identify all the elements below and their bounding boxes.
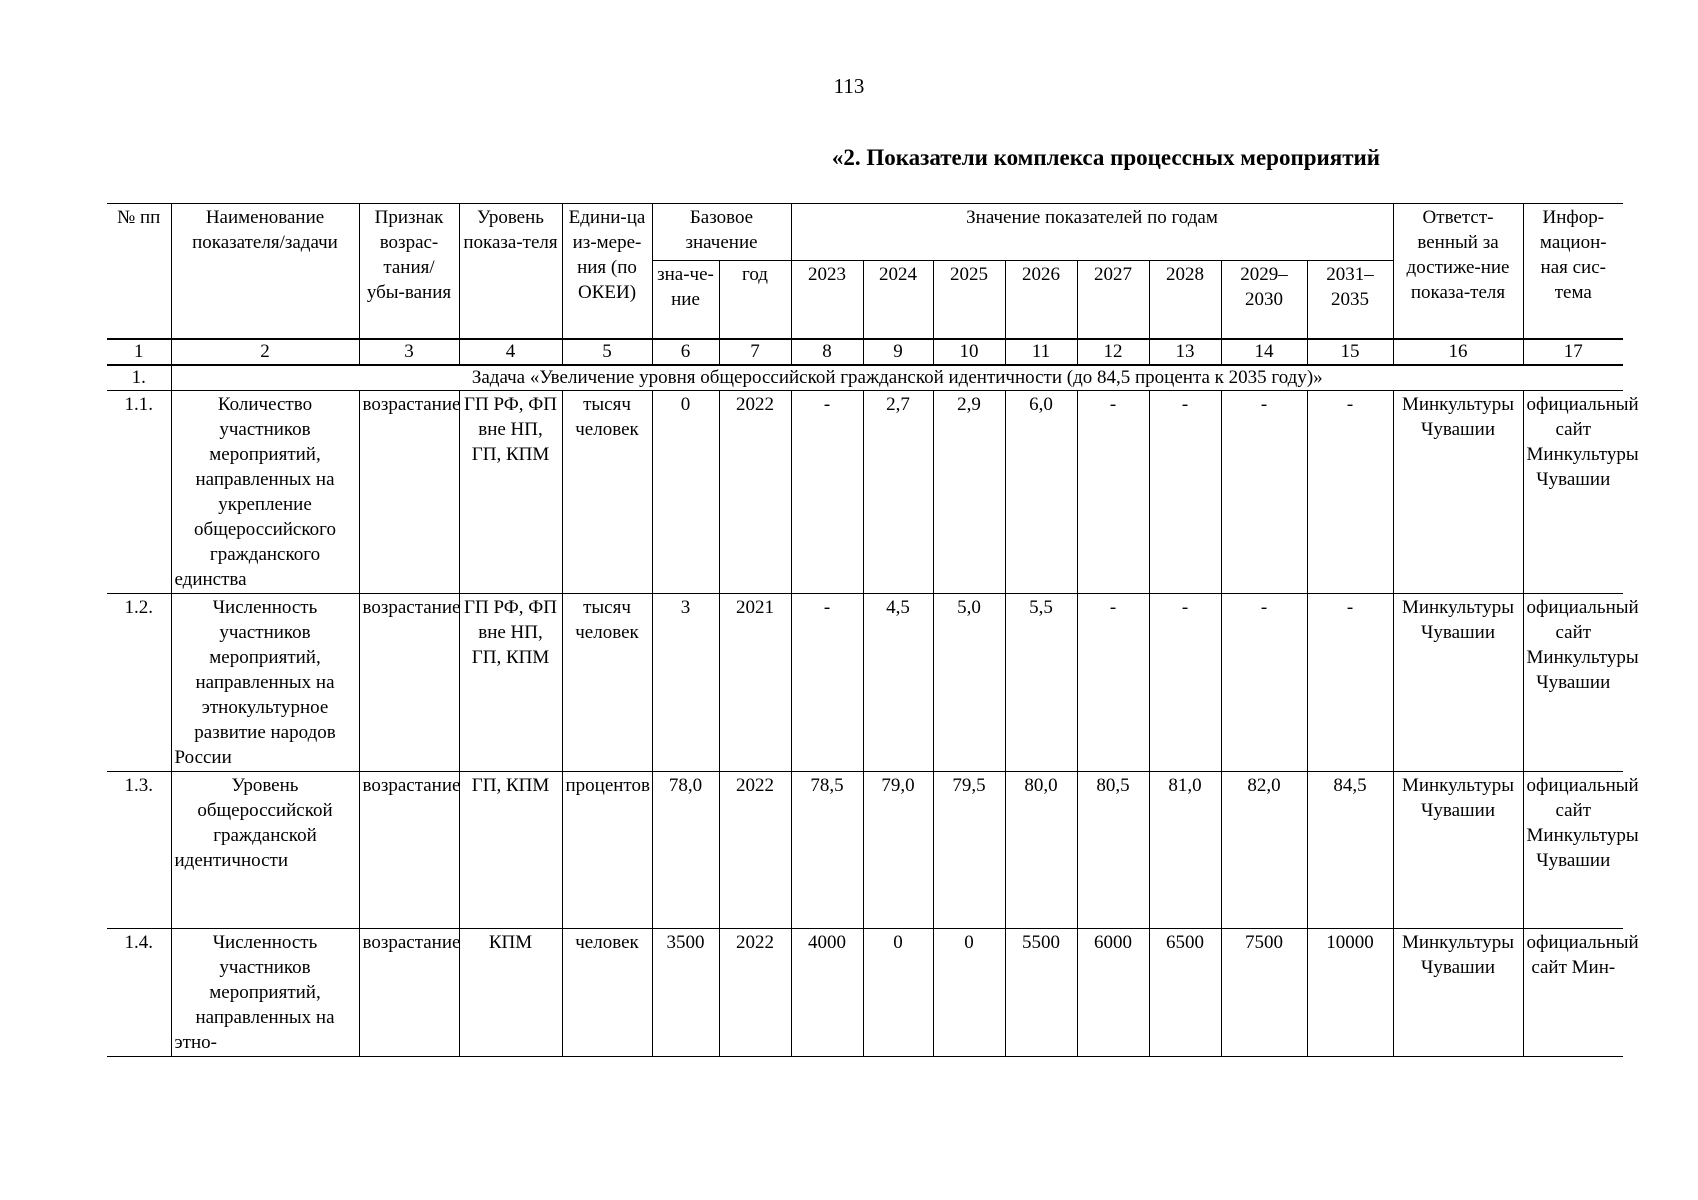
header-year: 2025 xyxy=(933,261,1005,340)
year-value-cell: - xyxy=(791,594,863,772)
year-value-cell: 5,0 xyxy=(933,594,1005,772)
year-value-cell: 78,5 xyxy=(791,772,863,929)
responsible-cell: Минкультуры Чувашии xyxy=(1393,772,1523,929)
column-numbers-row xyxy=(107,339,1623,365)
base-year-cell: 2022 xyxy=(719,929,791,1057)
column-number: 16 xyxy=(1393,339,1523,365)
header-row-1 xyxy=(107,204,1623,261)
info-system-cell: официальный сайт Минкультуры Чувашии xyxy=(1523,594,1623,772)
level-cell: ГП РФ, ФП вне НП, ГП, КПМ xyxy=(459,391,562,594)
header-year: 2026 xyxy=(1005,261,1077,340)
task-text: Задача «Увеличение уровня общероссийской гражданской идентичности (до 84,5 процента к 2035 году)» xyxy=(171,365,1623,391)
responsible-cell: Минкультуры Чувашии xyxy=(1393,594,1523,772)
base-value-cell: 0 xyxy=(652,391,719,594)
header-year: 2028 xyxy=(1149,261,1221,340)
column-number: 7 xyxy=(719,339,791,365)
column-number: 12 xyxy=(1077,339,1149,365)
year-value-cell: 6000 xyxy=(1077,929,1149,1057)
section-title: «2. Показатели комплекса процессных мероприятий xyxy=(831,145,1380,170)
page-number: 113 xyxy=(833,74,865,98)
header-trend: Признак возрас-тания/ убы-вания xyxy=(359,204,459,340)
table-row xyxy=(107,772,1623,929)
table-row xyxy=(107,391,1623,594)
base-value-cell: 3 xyxy=(652,594,719,772)
indicator-name: Численность участников мероприятий, направленных на этно- xyxy=(171,929,359,1057)
year-value-cell: 79,5 xyxy=(933,772,1005,929)
year-value-cell: 7500 xyxy=(1221,929,1307,1057)
responsible-cell: Минкультуры Чувашии xyxy=(1393,391,1523,594)
info-system-cell: официальный сайт Минкультуры Чувашии xyxy=(1523,391,1623,594)
row-number: 1.2. xyxy=(107,594,171,772)
task-number: 1. xyxy=(107,365,171,391)
year-value-cell: 4,5 xyxy=(863,594,933,772)
header-years-group: Значение показателей по годам xyxy=(791,204,1393,261)
header-base-year: год xyxy=(719,261,791,340)
table-row xyxy=(107,594,1623,772)
base-value-cell: 3500 xyxy=(652,929,719,1057)
year-value-cell: 0 xyxy=(863,929,933,1057)
column-number: 4 xyxy=(459,339,562,365)
column-number: 10 xyxy=(933,339,1005,365)
year-value-cell: 84,5 xyxy=(1307,772,1393,929)
column-number: 15 xyxy=(1307,339,1393,365)
year-value-cell: 4000 xyxy=(791,929,863,1057)
header-year: 2023 xyxy=(791,261,863,340)
trend-cell: возрастание xyxy=(359,772,459,929)
year-value-cell: 10000 xyxy=(1307,929,1393,1057)
header-base: Базовое значение xyxy=(652,204,791,261)
column-number: 1 xyxy=(107,339,171,365)
trend-cell: возрастание xyxy=(359,929,459,1057)
year-value-cell: - xyxy=(791,391,863,594)
indicators-table xyxy=(107,203,1639,1057)
header-responsible: Ответст-венный за достиже-ние показа-теля xyxy=(1393,204,1523,340)
year-value-cell: 81,0 xyxy=(1149,772,1221,929)
unit-cell: человек xyxy=(562,929,652,1057)
column-number: 6 xyxy=(652,339,719,365)
unit-cell: тысяч человек xyxy=(562,594,652,772)
year-value-cell: 80,0 xyxy=(1005,772,1077,929)
header-year: 2029–2030 xyxy=(1221,261,1307,340)
header-unit: Едини-ца из-мере-ния (по ОКЕИ) xyxy=(562,204,652,340)
year-value-cell: 0 xyxy=(933,929,1005,1057)
year-value-cell: - xyxy=(1307,594,1393,772)
header-year: 2031–2035 xyxy=(1307,261,1393,340)
header-year: 2024 xyxy=(863,261,933,340)
year-value-cell: 82,0 xyxy=(1221,772,1307,929)
base-value-cell: 78,0 xyxy=(652,772,719,929)
year-value-cell: - xyxy=(1149,594,1221,772)
base-year-cell: 2022 xyxy=(719,772,791,929)
year-value-cell: - xyxy=(1221,594,1307,772)
header-name: Наименование показателя/задачи xyxy=(171,204,359,340)
year-value-cell: - xyxy=(1307,391,1393,594)
year-value-cell: 5500 xyxy=(1005,929,1077,1057)
column-number: 11 xyxy=(1005,339,1077,365)
header-base-value: зна-че-ние xyxy=(652,261,719,340)
row-number: 1.4. xyxy=(107,929,171,1057)
year-value-cell: - xyxy=(1221,391,1307,594)
unit-cell: процентов xyxy=(562,772,652,929)
year-value-cell: 2,7 xyxy=(863,391,933,594)
year-value-cell: - xyxy=(1149,391,1221,594)
indicator-name: Количество участников мероприятий, направленных на укрепление общероссийского гражданского единства xyxy=(171,391,359,594)
column-number: 3 xyxy=(359,339,459,365)
level-cell: ГП РФ, ФП вне НП, ГП, КПМ xyxy=(459,594,562,772)
base-year-cell: 2022 xyxy=(719,391,791,594)
indicator-name: Численность участников мероприятий, направленных на этнокультурное развитие народов России xyxy=(171,594,359,772)
column-number: 8 xyxy=(791,339,863,365)
header-num: № пп xyxy=(107,204,171,340)
column-number: 14 xyxy=(1221,339,1307,365)
indicator-name: Уровень общероссийской гражданской идентичности xyxy=(171,772,359,929)
trend-cell: возрастание xyxy=(359,391,459,594)
table-row xyxy=(107,929,1623,1057)
row-number: 1.3. xyxy=(107,772,171,929)
info-system-cell: официальный сайт Мин- xyxy=(1523,929,1623,1057)
level-cell: КПМ xyxy=(459,929,562,1057)
header-level: Уровень показа-теля xyxy=(459,204,562,340)
column-number: 17 xyxy=(1523,339,1623,365)
header-year: 2027 xyxy=(1077,261,1149,340)
column-number: 13 xyxy=(1149,339,1221,365)
task-row xyxy=(107,365,1623,391)
year-value-cell: 5,5 xyxy=(1005,594,1077,772)
row-number: 1.1. xyxy=(107,391,171,594)
column-number: 5 xyxy=(562,339,652,365)
year-value-cell: - xyxy=(1077,594,1149,772)
unit-cell: тысяч человек xyxy=(562,391,652,594)
year-value-cell: - xyxy=(1077,391,1149,594)
year-value-cell: 79,0 xyxy=(863,772,933,929)
column-number: 9 xyxy=(863,339,933,365)
base-year-cell: 2021 xyxy=(719,594,791,772)
header-info-system: Инфор-мацион-ная сис-тема xyxy=(1523,204,1623,340)
trend-cell: возрастание xyxy=(359,594,459,772)
info-system-cell: официальный сайт Минкультуры Чувашии xyxy=(1523,772,1623,929)
year-value-cell: 2,9 xyxy=(933,391,1005,594)
level-cell: ГП, КПМ xyxy=(459,772,562,929)
responsible-cell: Минкультуры Чувашии xyxy=(1393,929,1523,1057)
column-number: 2 xyxy=(171,339,359,365)
year-value-cell: 6500 xyxy=(1149,929,1221,1057)
year-value-cell: 80,5 xyxy=(1077,772,1149,929)
year-value-cell: 6,0 xyxy=(1005,391,1077,594)
